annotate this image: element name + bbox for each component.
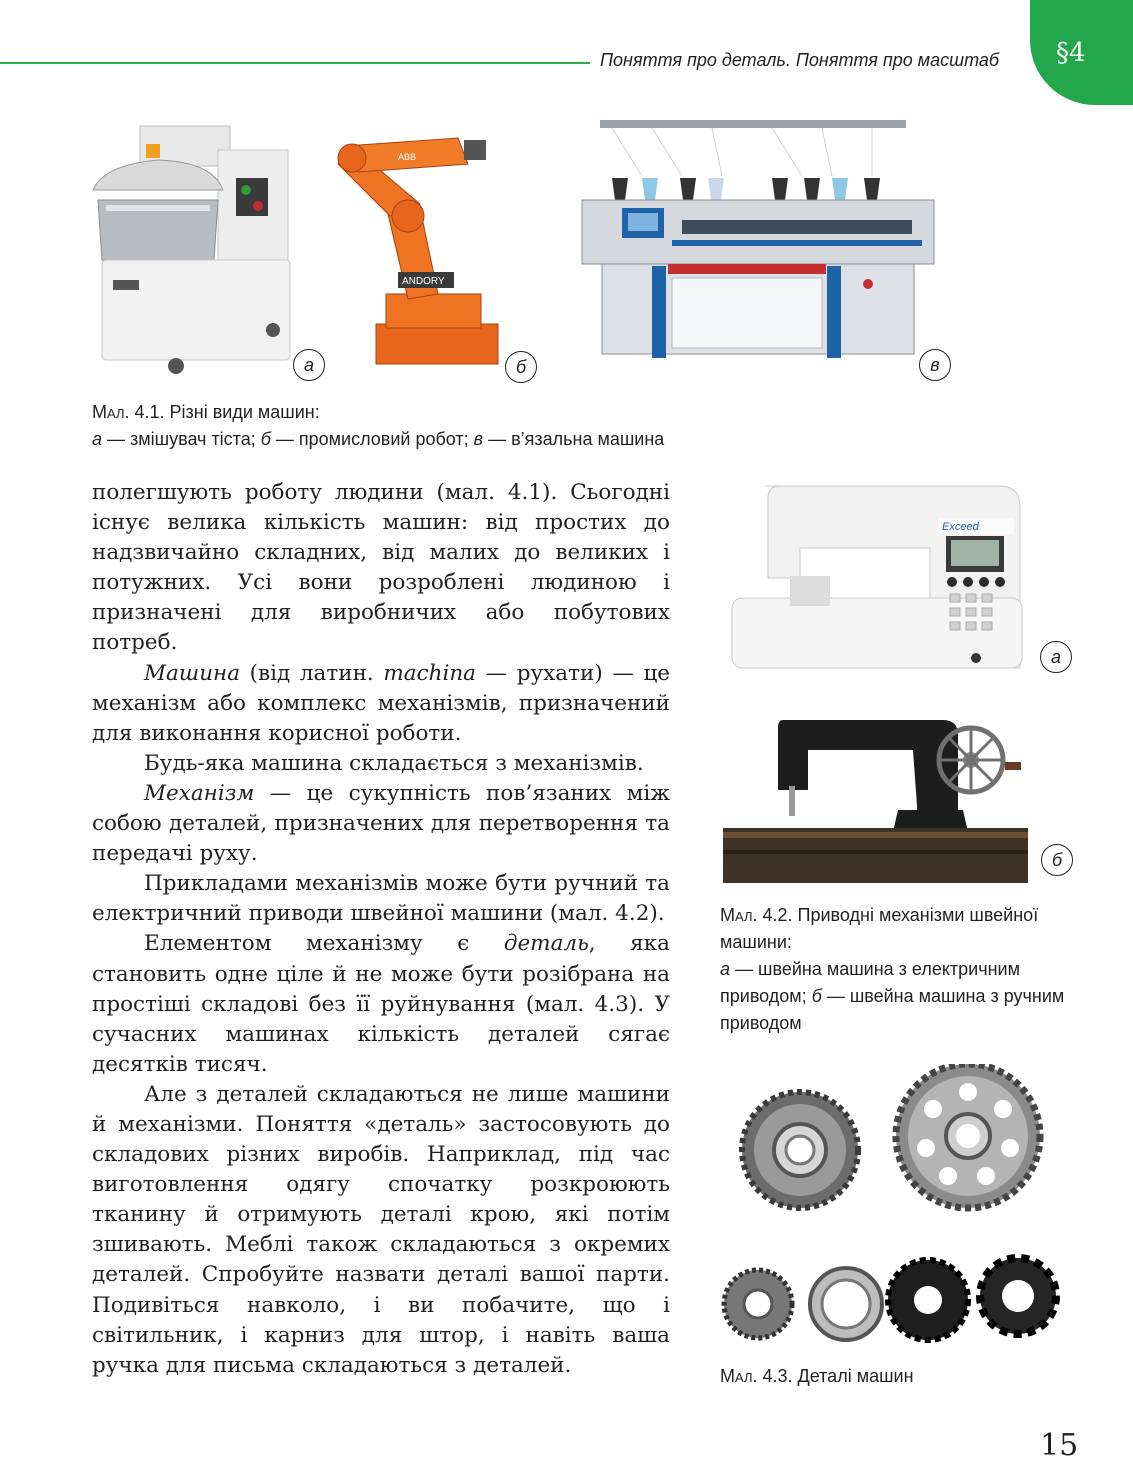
figure-4-1-badge-c: в [919,349,951,381]
caption-text-b: — промисловий робот; [270,429,474,449]
paragraph-part-definition [92,929,670,1079]
paragraph-fragment: — це сукупність пов’язаних між собою деталей, призначених для перетворення та передачі руху. [92,780,670,867]
caption-title: Деталі машин [797,1366,914,1386]
paragraph-intro: полегшують роботу людини (мал. 4.1). Сьогодні існує велика кількість машин: від простих до надзвичайно складних, від малих до великих і потужних. Усі вони розроблені людиною і призначені для виробничих або побутових потреб. [92,480,670,656]
figure-4-2-badge-a: а [1040,641,1072,673]
caption-letter-c: в [473,429,484,449]
figure-4-3-caption [720,1363,1060,1390]
page-number: 15 [1040,1428,1079,1463]
paragraph-machine-definition [92,659,670,749]
sewing-machine-brand: Exceed [942,521,979,533]
caption-letter-a: а [720,959,731,979]
paragraph-fragment: (від латин. [240,660,384,686]
caption-text-a: — швейна машина з електричним приводом; [720,959,1020,1006]
term-part: деталь [503,931,589,957]
paragraph-machine-composition: Будь-яка машина складається з механізмів. [144,750,644,776]
term-mechanism: Механізм [144,780,255,806]
figure-4-1-caption [92,399,792,453]
caption-text-c: — в’язальна машина [483,429,665,449]
caption-number: Мал. 4.1. [92,402,165,422]
latin-word: machina [383,660,476,686]
caption-title: Приводні механізми швейної машини: [720,905,1039,952]
dough-mixer-image [88,120,298,380]
paragraph-fragment: Елементом механізму є [144,931,504,957]
robot-logo: ABB [398,152,417,162]
figure-4-2-caption [720,902,1090,1037]
caption-letter-a: а [92,429,103,449]
electric-sewing-machine-image [730,478,1030,678]
caption-letter-b: б [260,429,271,449]
term-machine: Машина [144,660,241,686]
paragraph-fragment: , яка становить одне ціле й не може бути розібрана на простіші складові без її руйнування (мал. 4.3). У сучасних машинах кількість деталей сягає десятків тисяч. [92,931,670,1077]
caption-number: Мал. 4.2. [720,905,793,925]
body-text [92,478,670,1381]
caption-number: Мал. 4.3. [720,1366,793,1386]
figure-4-1-badge-b: б [505,351,537,383]
paragraph-part-examples: Але з деталей складаються не лише машини й механізми. Поняття «деталь» застосовують до складових різних виробів. Наприклад, під час виготовлення одягу спочатку розкроюють тканину й отримують деталі крою, які потім зшивають. Меблі також складаються з окремих деталей. Спробуйте назвати деталі вашої парти. Подивіться навколо, і ви побачите, що і світильник, і карниз для штор, і навіть ваша ручка для письма складаються з деталей. [92,1081,670,1378]
industrial-robot-image [328,124,506,370]
caption-text-a: — змішувач тіста; [102,429,261,449]
caption-letter-b: б [811,986,822,1006]
knitting-machine-image [572,116,944,366]
header-rule [0,62,590,64]
section-number: §4 [1056,38,1086,68]
figure-4-1-badge-a: а [293,349,325,381]
hand-sewing-machine-image [723,700,1028,883]
robot-brand-label: ANDORY [402,276,445,287]
machine-parts-image [718,1064,1060,1354]
figure-4-2-badge-b: б [1041,844,1073,876]
running-header-title: Поняття про деталь. Поняття про масштаб [600,50,1000,70]
caption-text-b: — швейна машина з ручним приводом [720,986,1065,1033]
caption-title: Різні види машин: [169,402,320,422]
paragraph-mechanism-definition [92,779,670,869]
paragraph-mechanism-examples: Прикладами механізмів може бути ручний та електричний приводи швейної машини (мал. 4.2). [92,871,670,927]
paragraph-fragment: — рухати) — це механізм або комплекс механізмів, призначений для виконання корисної роботи. [92,660,670,746]
